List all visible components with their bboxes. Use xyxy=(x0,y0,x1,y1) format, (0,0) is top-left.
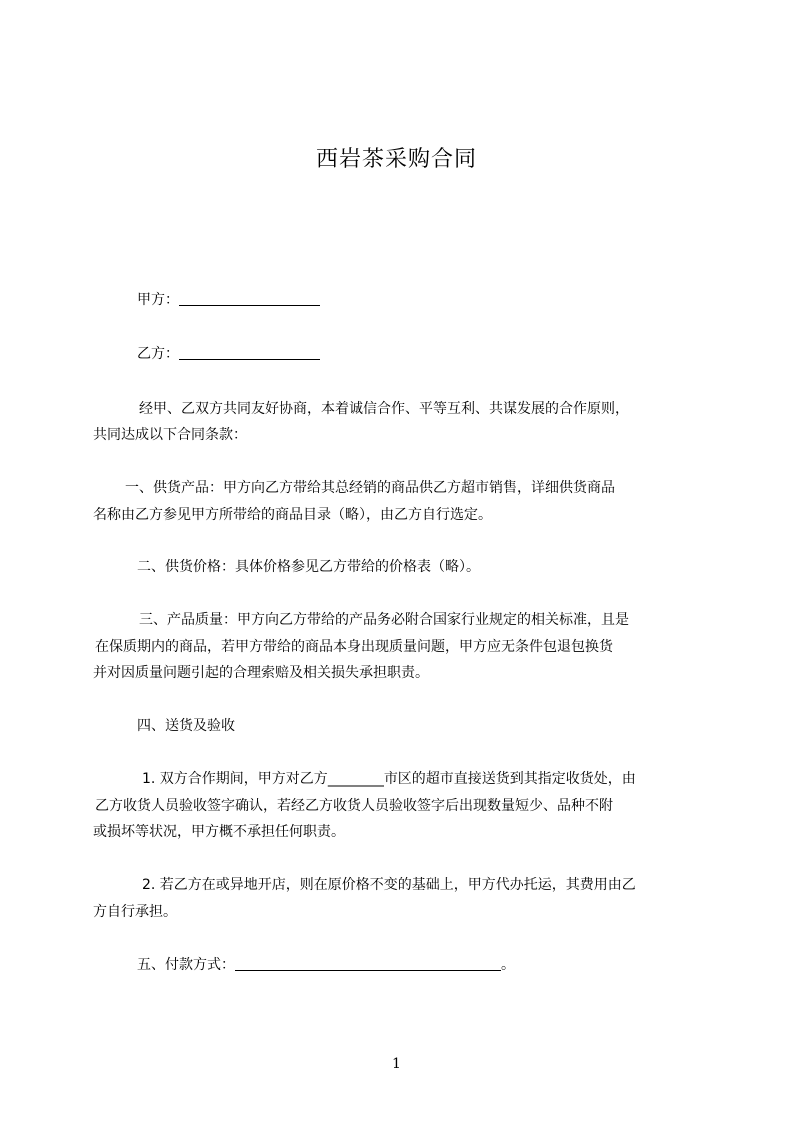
contract-title: 西岩茶采购合同 xyxy=(315,147,477,172)
clause-5-label: 五、付款方式： xyxy=(137,957,235,973)
clause-3-line-1: 三、产品质量：甲方向乙方带给的产品务必附合国家行业规定的相关标准，且是 xyxy=(139,612,629,628)
clause-3-line-3: 并对因质量问题引起的合理索赔及相关损失承担职责。 xyxy=(93,665,429,681)
clause-4-item-2-line-2: 方自行承担。 xyxy=(93,904,177,920)
item-1-text-post: 市区的超市直接送货到其指定收货处，由 xyxy=(383,771,636,787)
intro-line-1: 经甲、乙双方共同友好协商，本着诚信合作、平等互利、共谋发展的合作原则， xyxy=(139,401,629,417)
item-1-text-pre: 1. 双方合作期间，甲方对乙方 xyxy=(142,771,328,787)
party-b-label: 乙方： xyxy=(137,346,179,362)
clause-4-item-1-line-1 xyxy=(142,769,636,790)
clause-4-item-1-line-2: 乙方收货人员验收签字确认，若经乙方收货人员验收签字后出现数量短少、品种不附 xyxy=(95,798,613,814)
clause-5-line xyxy=(137,955,515,976)
party-b-line xyxy=(137,344,320,365)
clause-4-item-2-line-1: 2. 若乙方在或异地开店，则在原价格不变的基础上，甲方代办托运，其费用由乙 xyxy=(142,877,636,893)
page-number: 1 xyxy=(392,1056,401,1072)
clause-3-line-2: 在保质期内的商品，若甲方带给的商品本身出现质量问题，甲方应无条件包退包换货 xyxy=(95,639,613,655)
clause-1-line-2: 名称由乙方参见甲方所带给的商品目录（略），由乙方自行选定。 xyxy=(93,507,492,523)
payment-method-blank[interactable] xyxy=(235,956,501,971)
party-b-blank[interactable] xyxy=(179,345,320,360)
clause-2: 二、供货价格：具体价格参见乙方带给的价格表（略）。 xyxy=(137,559,480,575)
party-a-line xyxy=(137,290,320,311)
party-a-blank[interactable] xyxy=(179,291,320,306)
intro-line-2: 共同达成以下合同条款： xyxy=(93,427,247,443)
clause-4-heading: 四、送货及验收 xyxy=(137,718,235,734)
clause-4-item-1-line-3: 或损坏等状况，甲方概不承担任何职责。 xyxy=(93,824,345,840)
clause-1-line-1: 一、供货产品：甲方向乙方带给其总经销的商品供乙方超市销售，详细供货商品 xyxy=(125,480,615,496)
party-a-label: 甲方： xyxy=(137,292,179,308)
clause-5-end: 。 xyxy=(501,957,515,973)
city-blank[interactable]: ________ xyxy=(327,771,384,787)
